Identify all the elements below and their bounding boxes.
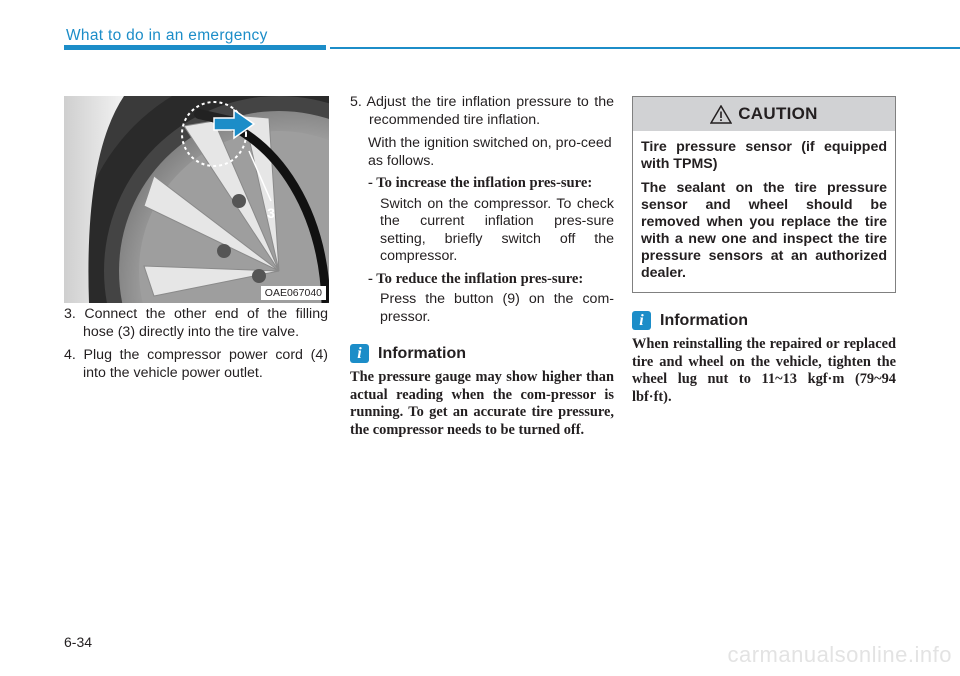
info-icon: i — [350, 344, 369, 363]
info-icon: i — [632, 311, 651, 330]
information-title: Information — [378, 344, 466, 362]
watermark: carmanualsonline.info — [727, 642, 952, 667]
reduce-pressure-text: Press the button (9) on the com-pressor. — [380, 291, 614, 325]
tire-valve-photo — [64, 96, 329, 303]
header-rule-accent — [64, 45, 326, 50]
increase-pressure-heading: - To increase the inflation pres-sure: — [368, 175, 593, 191]
information-title-2: Information — [660, 311, 748, 329]
header-rule — [330, 47, 960, 49]
step-5: 5. Adjust the tire inflation pressure to the recommended tire inflation. — [350, 94, 614, 128]
increase-pressure-text: Switch on the compressor. To check the current inflation pres-sure setting, briefly switch off the compressor. — [380, 195, 614, 264]
callout-number: 3 — [267, 205, 275, 221]
column-3 — [632, 94, 896, 406]
caution-title: CAUTION — [738, 104, 818, 124]
figure-code: OAE067040 — [261, 286, 326, 300]
information-text-2: When reinstalling the repaired or replaced tire and wheel on the vehicle, tighten the wheel lug nut to 11~13 kgf·m (79~94 lbf·ft). — [632, 336, 896, 405]
information-heading-2 — [632, 311, 896, 330]
reduce-pressure-heading: - To reduce the inflation pres-sure: — [368, 270, 584, 287]
column-1 — [64, 306, 328, 388]
information-text: The pressure gauge may show higher than actual reading when the com-pressor is running. To get an accurate tire pressure, the compressor needs to be turned off. — [350, 369, 614, 438]
information-heading — [350, 344, 614, 363]
caution-text: The sealant on the tire pressure sensor and wheel should be removed when you replace the tire with a new one and inspect the tire pressure sensors at an authorized dealer. — [641, 180, 887, 281]
step-3: 3. Connect the other end of the filling hose (3) directly into the tire valve. — [64, 306, 328, 340]
caution-box — [632, 96, 896, 293]
caution-subheading: Tire pressure sensor (if equipped with TPMS) — [641, 139, 887, 172]
wheel-illustration — [64, 96, 329, 303]
column-2 — [350, 94, 614, 439]
page-number: 6-34 — [64, 634, 93, 650]
ignition-intro: With the ignition switched on, pro-ceed as follows. — [368, 135, 612, 169]
warning-triangle-icon — [710, 105, 732, 124]
caution-body — [633, 131, 895, 292]
caution-header — [633, 97, 895, 131]
section-title: What to do in an emergency — [66, 27, 268, 44]
step-4: 4. Plug the compressor power cord (4) into the vehicle power outlet. — [64, 347, 328, 381]
